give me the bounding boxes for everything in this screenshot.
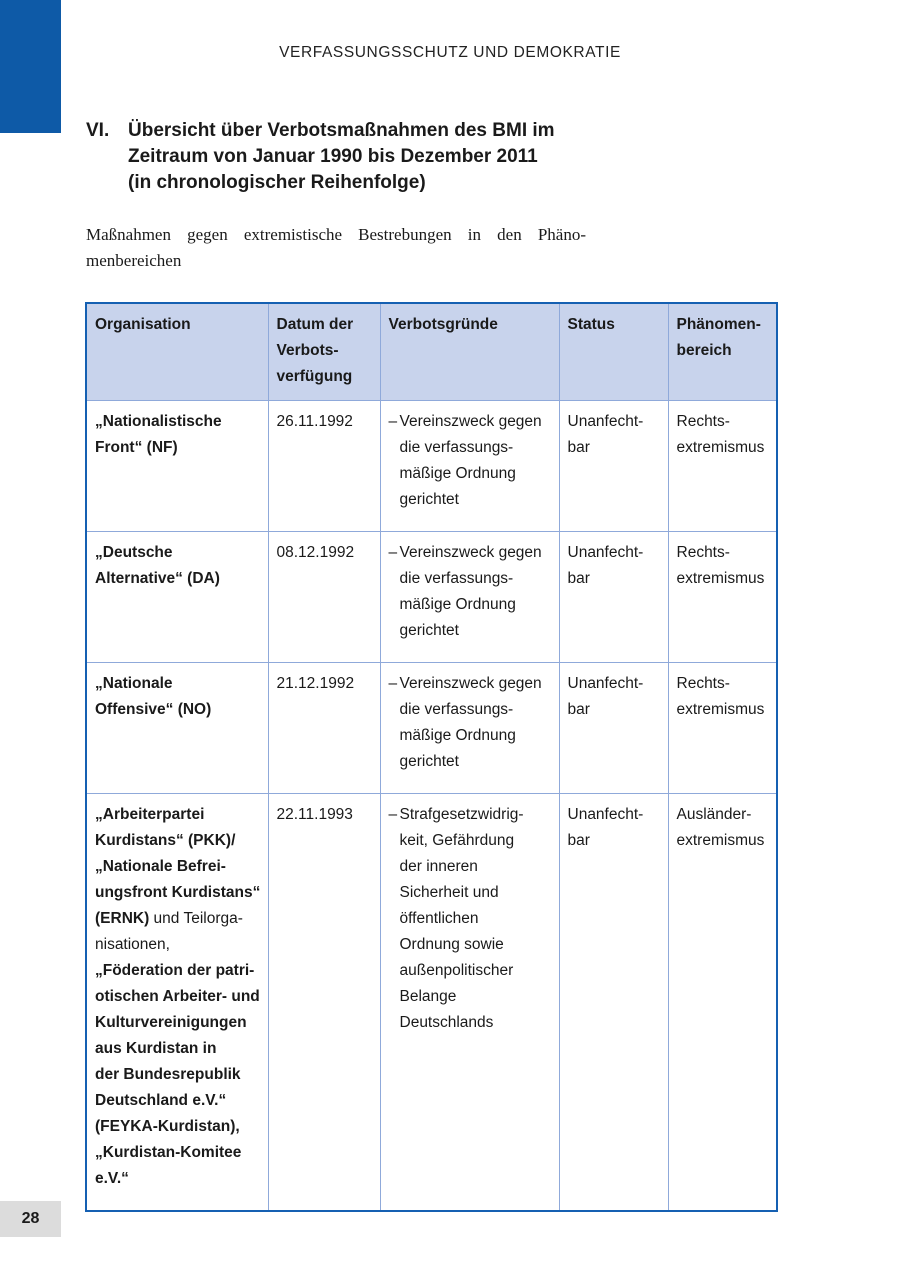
- table-row: [86, 401, 777, 532]
- cell-area: Rechts- extremismus: [668, 401, 777, 532]
- organisation-line: Kurdistans“ (PKK)/: [95, 832, 236, 849]
- organisation-line: nisationen,: [95, 936, 170, 953]
- header-organisation: Organisation: [86, 303, 268, 401]
- organisation-line: „Nationalistische: [95, 413, 222, 430]
- intro-paragraph: [86, 222, 586, 274]
- table-row: [86, 663, 777, 794]
- cell-area: Ausländer- extremismus: [668, 794, 777, 1212]
- organisation-line: aus Kurdistan in: [95, 1040, 217, 1057]
- header-status: Status: [559, 303, 668, 401]
- organisation-line: Alternative“ (DA): [95, 570, 220, 587]
- chapter-heading: [86, 118, 646, 196]
- organisation-line: der Bundesrepublik: [95, 1066, 241, 1083]
- dash-bullet-icon: –: [388, 806, 398, 823]
- cell-date: 22.11.1993: [268, 794, 380, 1212]
- chapter-title-line: (in chronologischer Reihenfolge): [128, 172, 426, 193]
- ban-measures-table: [85, 302, 778, 1212]
- reason-bullet: – Vereinszweck gegen die verfassungs- mäßige Ordnung gerichtet: [389, 540, 552, 644]
- cell-date: 08.12.1992: [268, 532, 380, 663]
- reason-bullet: – Vereinszweck gegen die verfassungs- mäßige Ordnung gerichtet: [389, 409, 552, 513]
- header-reasons: Verbotsgründe: [380, 303, 559, 401]
- cell-reasons: [380, 663, 559, 794]
- header-date: Datum der Verbots- verfügung: [268, 303, 380, 401]
- dash-bullet-icon: –: [388, 413, 398, 430]
- organisation-line: Deutschland e.V.“: [95, 1092, 227, 1109]
- page-number: 28: [0, 1201, 61, 1237]
- cell-status: Unanfecht- bar: [559, 401, 668, 532]
- organisation-line: „Deutsche: [95, 544, 173, 561]
- cell-reasons: [380, 532, 559, 663]
- cell-organisation: [86, 401, 268, 532]
- table-body: [86, 401, 777, 1212]
- dash-bullet-icon: –: [388, 675, 398, 692]
- cell-status: Unanfecht- bar: [559, 663, 668, 794]
- cell-organisation: [86, 794, 268, 1212]
- chapter-title-line: Zeitraum von Januar 1990 bis Dezember 2011: [128, 146, 538, 167]
- chapter-title: [128, 118, 646, 196]
- organisation-line: ungsfront Kurdistans“: [95, 884, 261, 901]
- running-head: VERFASSUNGSSCHUTZ UND DEMOKRATIE: [279, 44, 621, 61]
- organisation-line: otischen Arbeiter- und: [95, 988, 260, 1005]
- organisation-line: Front“ (NF): [95, 439, 178, 456]
- organisation-line: „Arbeiterpartei: [95, 806, 205, 823]
- table-header-row: [86, 303, 777, 401]
- cell-area: Rechts- extremismus: [668, 532, 777, 663]
- intro-line: menbereichen: [86, 251, 182, 270]
- dash-bullet-icon: –: [388, 544, 398, 561]
- cell-organisation: [86, 663, 268, 794]
- cell-status: Unanfecht- bar: [559, 794, 668, 1212]
- cell-date: 21.12.1992: [268, 663, 380, 794]
- reason-bullet: – Vereinszweck gegen die verfassungs- mäßige Ordnung gerichtet: [389, 671, 552, 775]
- chapter-color-tab: [0, 0, 61, 133]
- organisation-line: (ERNK) und Teilorga-: [95, 910, 243, 927]
- cell-organisation: [86, 532, 268, 663]
- organisation-line: „Nationale: [95, 675, 173, 692]
- header-area: Phänomen- bereich: [668, 303, 777, 401]
- cell-reasons: [380, 794, 559, 1212]
- organisation-line: „Nationale Befrei-: [95, 858, 226, 875]
- intro-line: Maßnahmen gegen extremistische Bestrebungen in den Phäno-: [86, 225, 586, 244]
- cell-reasons: [380, 401, 559, 532]
- cell-date: 26.11.1992: [268, 401, 380, 532]
- cell-area: Rechts- extremismus: [668, 663, 777, 794]
- chapter-number: VI.: [86, 120, 110, 141]
- organisation-line: „Kurdistan-Komitee: [95, 1144, 242, 1161]
- organisation-line: „Föderation der patri-: [95, 962, 255, 979]
- organisation-line: Offensive“ (NO): [95, 701, 212, 718]
- table-row: [86, 532, 777, 663]
- chapter-title-line: Übersicht über Verbotsmaßnahmen des BMI im: [128, 120, 555, 141]
- reason-bullet: – Strafgesetzwidrig- keit, Gefährdung der inneren Sicherheit und öffentlichen Ordnung sowie außenpolitischer Belange Deutschlands: [389, 802, 552, 1036]
- organisation-line: Kulturvereinigungen: [95, 1014, 247, 1031]
- cell-status: Unanfecht- bar: [559, 532, 668, 663]
- organisation-line: (FEYKA-Kurdistan),: [95, 1118, 240, 1135]
- table-row: [86, 794, 777, 1212]
- organisation-line: e.V.“: [95, 1170, 129, 1187]
